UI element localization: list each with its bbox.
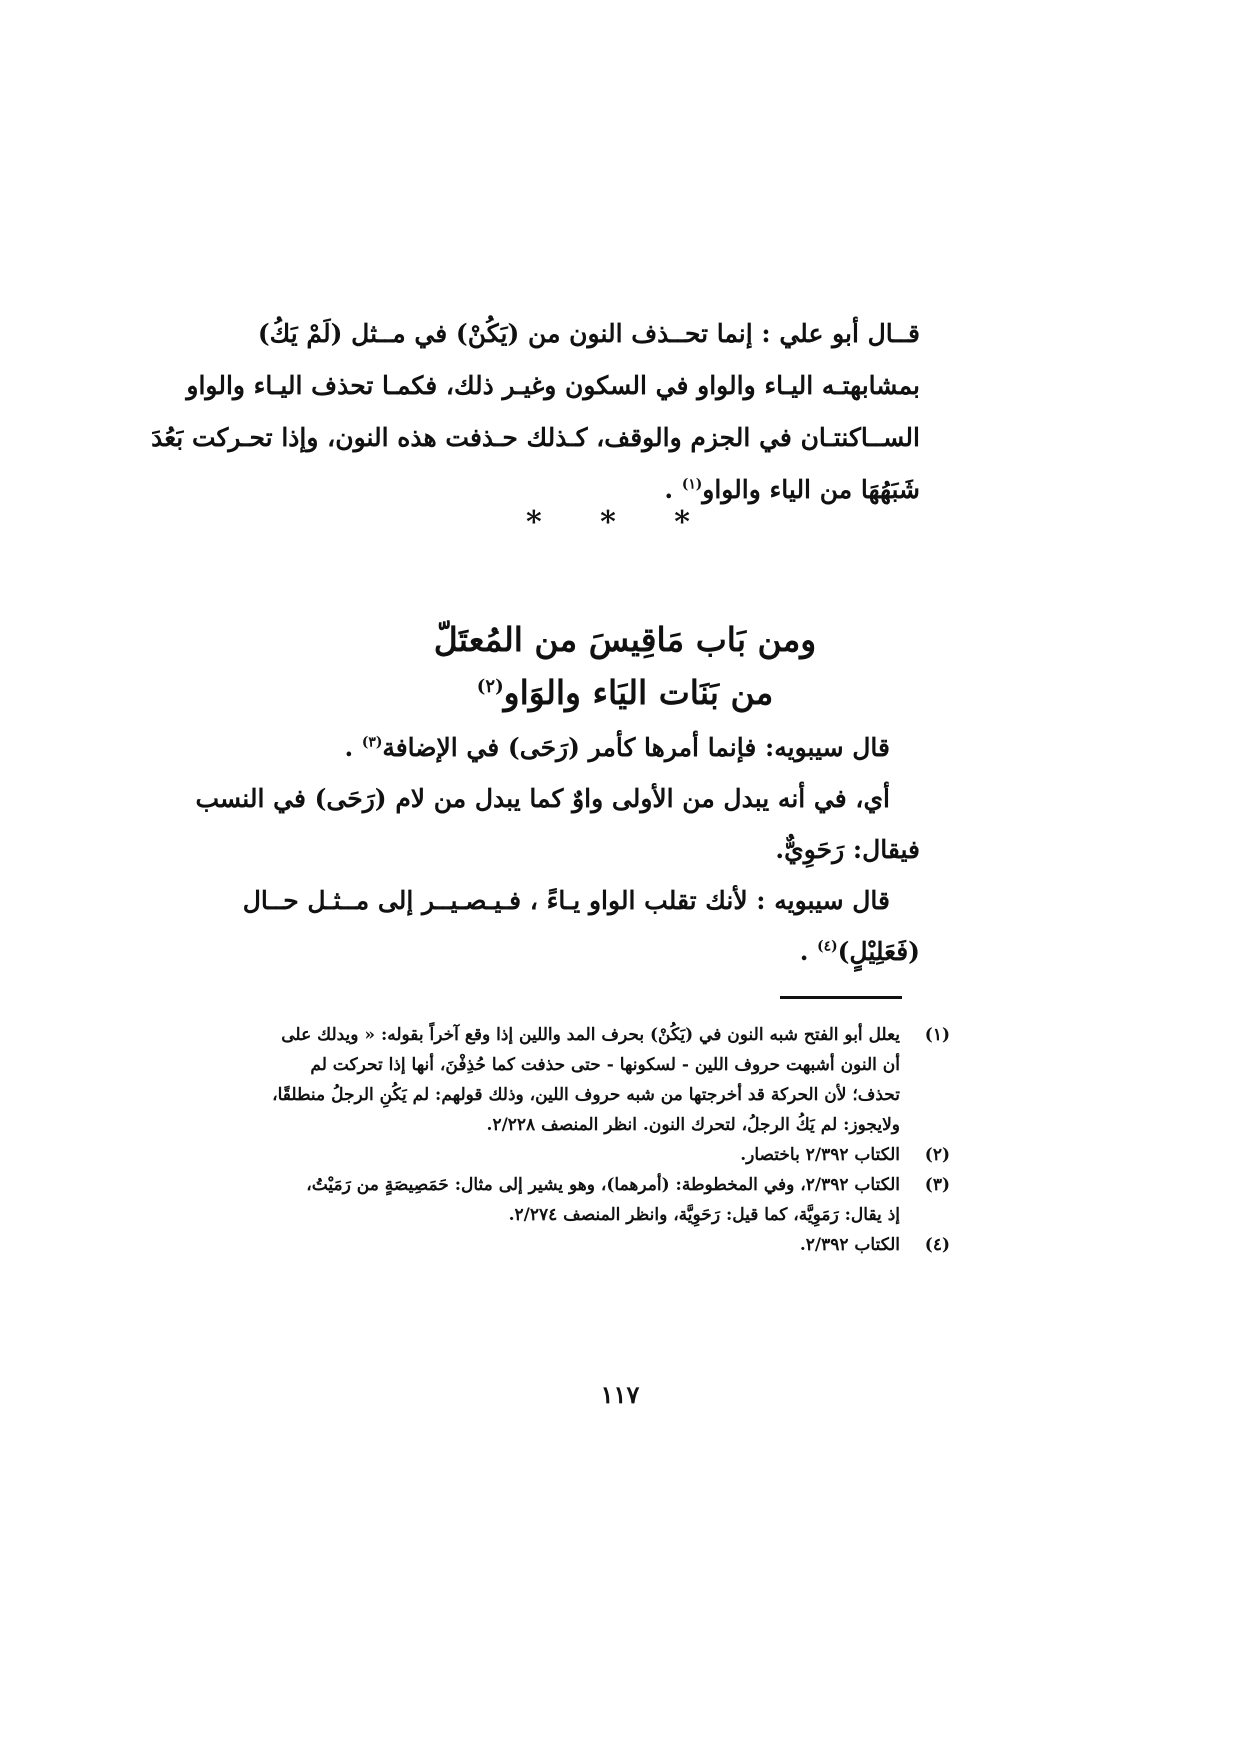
title-text: من بَنَات اليَاء والوَاو xyxy=(503,673,774,712)
text-line: قــال أبو علي : إنما تحــذف النون من (يَكُنْ) في مــثل (لَمْ يَكُ) xyxy=(257,319,920,348)
text-line xyxy=(330,926,920,977)
sentence-end: . xyxy=(799,937,809,966)
chapter-body xyxy=(195,722,920,977)
footnote-ref: (١) xyxy=(681,476,703,493)
footnote-number: (٣) xyxy=(924,1175,950,1195)
footnote-line: إذ يقال: رَمَوِيَّة، كما قيل: رَحَوِيَّة، وانظر المنصف ٢/٢٧٤. xyxy=(508,1205,900,1225)
text-line: الســاكنتـان في الجزم والوقف، كـذلك حـذفت هذه النون، وإذا تحـركت بَعُدَ xyxy=(151,423,920,452)
footnote xyxy=(330,1230,950,1260)
footnote-line: ولايجوز: لم يَكُ الرجلُ، لتحرك النون. انظر المنصف ٢/٢٢٨. xyxy=(486,1115,900,1135)
text-line: أي، في أنه يبدل من الأولى واوٌ كما يبدل من لام (رَحَى) في النسب xyxy=(195,784,890,813)
footnote xyxy=(330,1140,950,1170)
footnote-number: (٤) xyxy=(924,1235,950,1255)
footnote-line: الكتاب ٢/٣٩٢، وفي المخطوطة: (أمرهما)، وهو يشير إلى مثال: حَمَصِيصَةٍ من رَمَيْتُ، xyxy=(306,1175,900,1195)
chapter-title-line-1: ومن بَاب مَاقِيسَ من المُعتَلّ xyxy=(433,620,817,659)
speaker-label: قال سيبويه: xyxy=(765,733,890,762)
quote-text: فإنما أمرها كأمر (رَحَى) في الإضافة xyxy=(382,733,757,762)
section-separator: * * * xyxy=(526,505,714,540)
footnote-text xyxy=(330,1230,900,1260)
quote-line xyxy=(242,875,920,926)
footnote-line: الكتاب ٢/٣٩٢ باختصار. xyxy=(740,1145,900,1165)
quote-line xyxy=(330,722,920,773)
opening-paragraph xyxy=(151,308,920,516)
footnote-number: (٢) xyxy=(924,1145,950,1165)
footnote-text xyxy=(306,1170,900,1230)
footnote-ref: (٣) xyxy=(361,734,383,751)
footnote-ref: (٤) xyxy=(817,938,838,955)
footnote-number: (١) xyxy=(924,1025,950,1045)
sentence-end: . xyxy=(344,733,354,762)
footnote-ref: (٢) xyxy=(476,676,504,697)
footnote-line: الكتاب ٢/٣٩٢. xyxy=(799,1235,900,1255)
footnote-text xyxy=(272,1020,900,1140)
speaker-label: قال سيبويه xyxy=(774,886,890,915)
text-fragment: شَبَهُهَا من الياء والواو xyxy=(702,475,920,504)
quote-text: : لأنك تقلب الواو يـاءً ، فـيـصـيــر إلى مــثـل حــال xyxy=(242,886,766,915)
page-number: ١١٧ xyxy=(600,1380,640,1409)
footnote-divider xyxy=(780,996,902,999)
text-line: بمشابهتـه اليـاء والواو في السكون وغيـر ذلك، فكمـا تحذف اليـاء والواو xyxy=(186,371,920,400)
footnote-line: تحذف؛ لأن الحركة قد أخرجتها من شبه حروف اللين، وذلك قولهم: لم يَكُنِ الرجلُ منطلقًا، xyxy=(272,1085,900,1105)
footnotes xyxy=(272,1020,950,1260)
footnote-line: أن النون أشبهت حروف اللين - لسكونها - حتى حذفت كما حُذِفْنَ، أنها إذا تحركت لم xyxy=(310,1055,900,1075)
footnote xyxy=(272,1020,950,1140)
footnote-text xyxy=(330,1140,900,1170)
text-line: فيقال: رَحَوِيٌّ. xyxy=(775,835,920,864)
chapter-title-line-2 xyxy=(330,673,920,712)
footnote-line: يعلل أبو الفتح شبه النون في (يَكُنْ) بحرف المد واللين إذا وقع آخراً بقوله: « ويدلك على xyxy=(281,1025,900,1045)
quote-text: (فَعَلِيْلٍ) xyxy=(837,937,920,966)
sentence-end: . xyxy=(664,475,674,504)
footnote xyxy=(306,1170,950,1230)
